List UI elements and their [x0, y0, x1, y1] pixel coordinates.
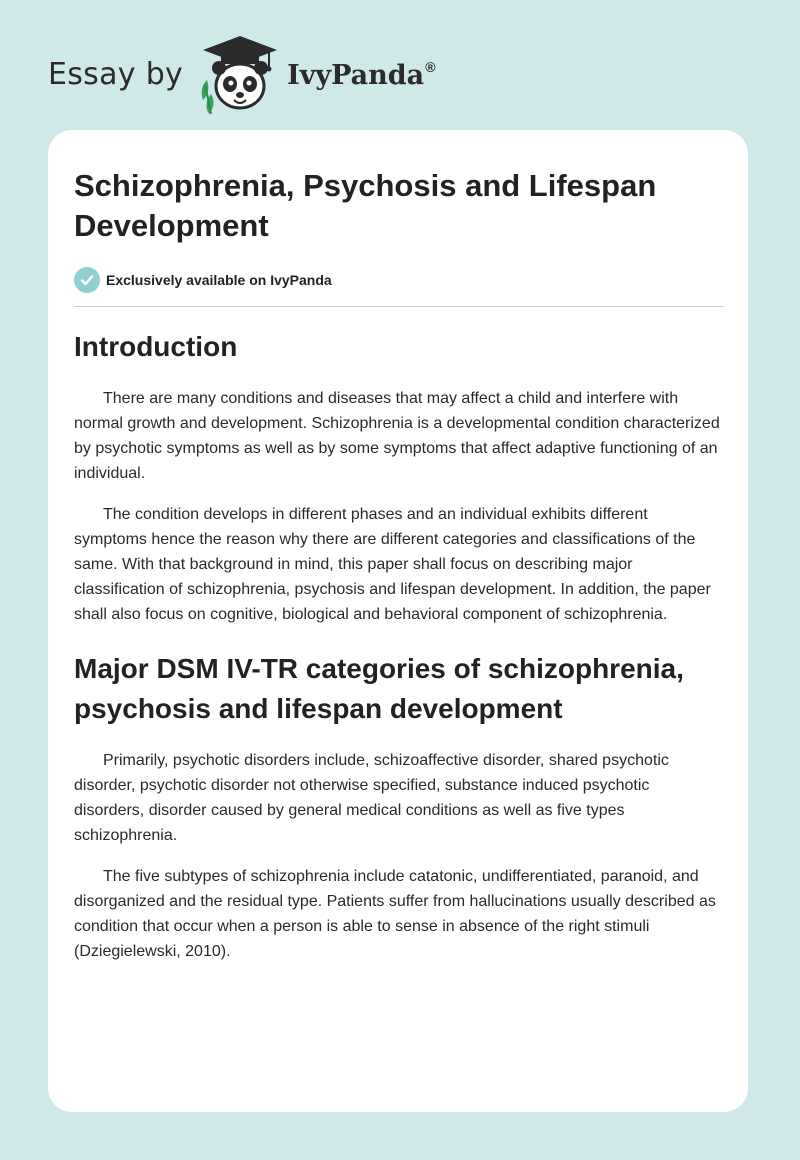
brand-name[interactable]: IvyPanda® — [287, 59, 436, 91]
check-circle-icon — [74, 267, 100, 293]
paragraph: The five subtypes of schizophrenia include catatonic, undifferentiated, paranoid, and disorganized and the residual type. Patients suffer from hallucinations usually described as condition that occur when a person is able to sense in absence of the right stimuli (Dziegielewski, 2010). — [74, 868, 716, 960]
paragraph: There are many conditions and diseases that may affect a child and interfere with normal growth and development. Schizophrenia is a developmental condition characterized by psychotic symptoms as well as by some symptoms that affect adaptive functioning of an individual. — [74, 390, 720, 482]
site-header — [48, 34, 436, 114]
registered-mark: ® — [425, 59, 436, 75]
section-heading-introduction: Introduction — [74, 331, 238, 362]
paragraph: The condition develops in different phases and an individual exhibits different symptoms hence the reason why there are different categories and classifications of the same. With that background in mind, this paper shall focus on describing major classification of schizophrenia, psychosis and lifespan development. In addition, the paper shall also focus on cognitive, biological and behavioral component of schizophrenia. — [74, 506, 711, 623]
badge-label: Exclusively available on IvyPanda — [106, 272, 332, 288]
page-title: Schizophrenia, Psychosis and Lifespan Development — [74, 168, 657, 243]
divider — [74, 306, 724, 307]
panda-graduate-icon[interactable] — [197, 34, 283, 114]
exclusive-badge — [74, 266, 724, 294]
essay-card — [48, 130, 748, 1112]
paragraph: Primarily, psychotic disorders include, schizoaffective disorder, shared psychotic disorder, psychotic disorder not otherwise specified, substance induced psychotic disorders, disorder caused by general medical conditions as well as five types schizophrenia. — [74, 752, 669, 844]
section-heading-major-categories: Major DSM IV-TR categories of schizophrenia, psychosis and lifespan development — [74, 653, 684, 724]
essay-by-label: Essay by — [48, 56, 184, 92]
